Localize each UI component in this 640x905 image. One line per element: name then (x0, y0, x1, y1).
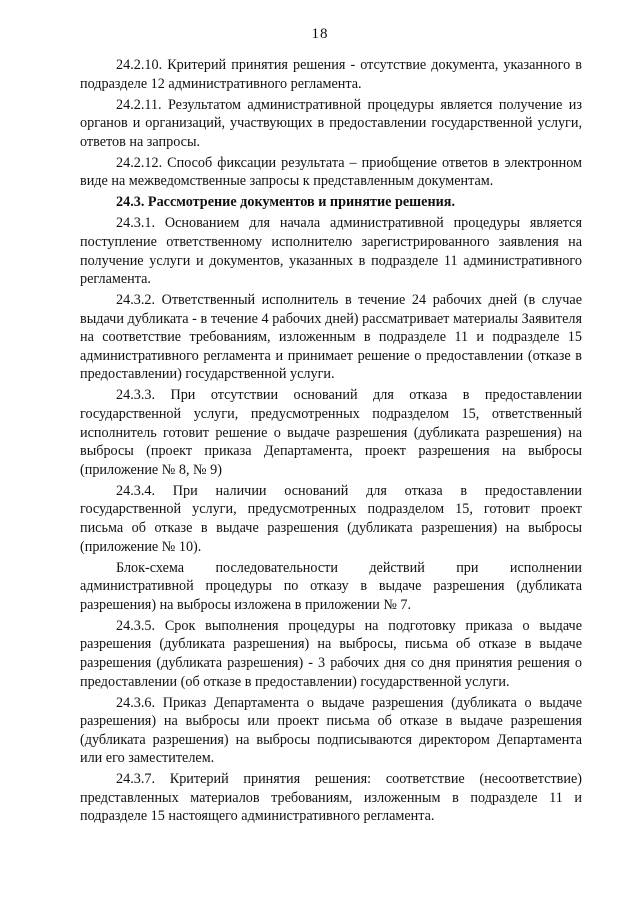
paragraph-24-3-3: 24.3.3. При отсутствии оснований для отказа в предоставлении государственной услуги, предусмотренных подразделом 15, ответственный исполнитель готовит решение о выдаче разрешения (дубликата разрешения) на выбросы (проект приказа Департамента, проект разрешения на выбросы (приложение № 8, № 9) (80, 387, 582, 478)
paragraph-24-3-1: 24.3.1. Основанием для начала административной процедуры является поступление ответственному исполнителю зарегистрированного заявления на получение услуги и документов, указанных в подразделе 11 административного регламента. (80, 215, 582, 288)
paragraph-24-2-12: 24.2.12. Способ фиксации результата – приобщение ответов в электронном виде на межведомственные запросы к представленным документам. (80, 154, 582, 190)
paragraph-24-2-10: 24.2.10. Критерий принятия решения - отсутствие документа, указанного в подразделе 12 административного регламента. (80, 57, 582, 92)
paragraph-24-3-4: 24.3.4. При наличии оснований для отказа в предоставлении государственной услуги, предусмотренных подразделом 15, готовит проект письма об отказе в выдаче разрешения (дубликата разрешения) на выбросы (приложение № 10). (80, 482, 582, 555)
paragraph-block-scheme: Блок-схема последовательности действий при исполнении административной процедуры по отказу в выдаче разрешения (дубликата разрешения) на выбросы изложена в приложении № 7. (80, 559, 582, 613)
paragraph-24-3-7: 24.3.7. Критерий принятия решения: соответствие (несоответствие) представленных материалов требованиям, изложенным в подразделе 11 и подразделе 15 настоящего административного регламента. (80, 771, 582, 825)
paragraph-24-3-6: 24.3.6. Приказ Департамента о выдаче разрешения (дубликата о выдаче разрешения) на выбросы или проект письма об отказе в выдаче разрешения (дубликата разрешения) на выбросы подписываются директором Департамента или его заместителем. (80, 694, 582, 767)
paragraph-24-2-11: 24.2.11. Результатом административной процедуры является получение из органов и организаций, участвующих в предоставлении государственной услуги, ответов на запросы. (80, 96, 582, 150)
page-number: 18 (311, 26, 329, 42)
paragraph-24-3-2: 24.3.2. Ответственный исполнитель в течение 24 рабочих дней (в случае выдачи дубликата - в течение 4 рабочих дней) рассматривает материалы Заявителя на соответствие требованиям, изложенным в подразделе 11 и подразделе 15 административного регламента и принимает решение о предоставлении (отказе в предоставлении) государственной услуги. (80, 292, 582, 383)
document-body (80, 56, 582, 828)
section-heading-24-3: 24.3. Рассмотрение документов и принятие решения. (116, 194, 456, 211)
paragraph-24-3-5: 24.3.5. Срок выполнения процедуры на подготовку приказа о выдаче разрешения (дубликата разрешения) на выбросы, письма об отказе в выдаче разрешения (дубликата разрешения) - 3 рабочих дня со дня принятия решения о предоставлении (об отказе в предоставлении) государственной услуги. (80, 617, 582, 690)
